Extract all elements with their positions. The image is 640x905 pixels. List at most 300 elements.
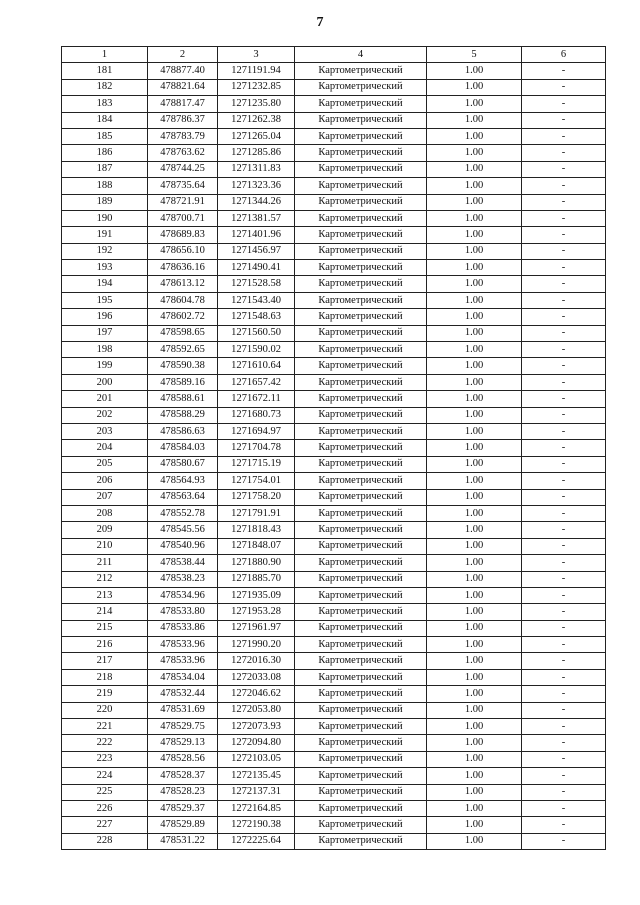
- table-row: [62, 751, 606, 767]
- point-number-cell: 219: [62, 686, 148, 702]
- x-coordinate-cell: 478538.44: [148, 555, 218, 571]
- y-coordinate-cell: 1271715.19: [218, 456, 295, 472]
- table-row: [62, 292, 606, 308]
- x-coordinate-cell: 478533.80: [148, 604, 218, 620]
- table-row: [62, 587, 606, 603]
- note-cell: -: [522, 473, 606, 489]
- table-row: [62, 505, 606, 521]
- table-row: [62, 817, 606, 833]
- y-coordinate-cell: 1271590.02: [218, 342, 295, 358]
- note-cell: -: [522, 342, 606, 358]
- point-number-cell: 192: [62, 243, 148, 259]
- method-cell: Картометрический: [295, 686, 427, 702]
- column-header-6: 6: [522, 47, 606, 63]
- x-coordinate-cell: 478763.62: [148, 145, 218, 161]
- point-number-cell: 204: [62, 440, 148, 456]
- accuracy-cell: 1.00: [427, 210, 522, 226]
- note-cell: -: [522, 227, 606, 243]
- y-coordinate-cell: 1271885.70: [218, 571, 295, 587]
- point-number-cell: 197: [62, 325, 148, 341]
- table-row: [62, 79, 606, 95]
- table-row: [62, 489, 606, 505]
- y-coordinate-cell: 1272137.31: [218, 784, 295, 800]
- x-coordinate-cell: 478598.65: [148, 325, 218, 341]
- accuracy-cell: 1.00: [427, 538, 522, 554]
- x-coordinate-cell: 478584.03: [148, 440, 218, 456]
- point-number-cell: 187: [62, 161, 148, 177]
- point-number-cell: 206: [62, 473, 148, 489]
- accuracy-cell: 1.00: [427, 358, 522, 374]
- accuracy-cell: 1.00: [427, 604, 522, 620]
- table-row: [62, 653, 606, 669]
- x-coordinate-cell: 478528.56: [148, 751, 218, 767]
- y-coordinate-cell: 1271285.86: [218, 145, 295, 161]
- accuracy-cell: 1.00: [427, 768, 522, 784]
- accuracy-cell: 1.00: [427, 276, 522, 292]
- accuracy-cell: 1.00: [427, 522, 522, 538]
- note-cell: -: [522, 686, 606, 702]
- table-row: [62, 128, 606, 144]
- note-cell: -: [522, 194, 606, 210]
- table-row: [62, 194, 606, 210]
- y-coordinate-cell: 1271758.20: [218, 489, 295, 505]
- method-cell: Картометрический: [295, 817, 427, 833]
- note-cell: -: [522, 784, 606, 800]
- column-header-2: 2: [148, 47, 218, 63]
- y-coordinate-cell: 1272094.80: [218, 735, 295, 751]
- y-coordinate-cell: 1271990.20: [218, 637, 295, 653]
- y-coordinate-cell: 1271610.64: [218, 358, 295, 374]
- x-coordinate-cell: 478589.16: [148, 374, 218, 390]
- table-row: [62, 702, 606, 718]
- table-row: [62, 522, 606, 538]
- y-coordinate-cell: 1271548.63: [218, 309, 295, 325]
- method-cell: Картометрический: [295, 342, 427, 358]
- y-coordinate-cell: 1271344.26: [218, 194, 295, 210]
- note-cell: -: [522, 604, 606, 620]
- y-coordinate-cell: 1271935.09: [218, 587, 295, 603]
- note-cell: -: [522, 571, 606, 587]
- table-row: [62, 768, 606, 784]
- table-row: [62, 112, 606, 128]
- accuracy-cell: 1.00: [427, 325, 522, 341]
- table-header-row: [62, 47, 606, 63]
- point-number-cell: 220: [62, 702, 148, 718]
- x-coordinate-cell: 478613.12: [148, 276, 218, 292]
- note-cell: -: [522, 391, 606, 407]
- table-row: [62, 456, 606, 472]
- table-row: [62, 473, 606, 489]
- accuracy-cell: 1.00: [427, 686, 522, 702]
- method-cell: Картометрический: [295, 63, 427, 79]
- x-coordinate-cell: 478528.23: [148, 784, 218, 800]
- point-number-cell: 216: [62, 637, 148, 653]
- x-coordinate-cell: 478700.71: [148, 210, 218, 226]
- table-row: [62, 571, 606, 587]
- table-row: [62, 407, 606, 423]
- table-row: [62, 800, 606, 816]
- x-coordinate-cell: 478529.37: [148, 800, 218, 816]
- x-coordinate-cell: 478533.96: [148, 637, 218, 653]
- y-coordinate-cell: 1271818.43: [218, 522, 295, 538]
- y-coordinate-cell: 1271672.11: [218, 391, 295, 407]
- point-number-cell: 212: [62, 571, 148, 587]
- point-number-cell: 189: [62, 194, 148, 210]
- table-row: [62, 719, 606, 735]
- table-row: [62, 342, 606, 358]
- x-coordinate-cell: 478586.63: [148, 423, 218, 439]
- method-cell: Картометрический: [295, 145, 427, 161]
- table-row: [62, 243, 606, 259]
- method-cell: Картометрический: [295, 423, 427, 439]
- accuracy-cell: 1.00: [427, 571, 522, 587]
- table-row: [62, 833, 606, 849]
- y-coordinate-cell: 1272103.05: [218, 751, 295, 767]
- y-coordinate-cell: 1271680.73: [218, 407, 295, 423]
- note-cell: -: [522, 178, 606, 194]
- point-number-cell: 205: [62, 456, 148, 472]
- method-cell: Картометрический: [295, 456, 427, 472]
- accuracy-cell: 1.00: [427, 309, 522, 325]
- point-number-cell: 182: [62, 79, 148, 95]
- x-coordinate-cell: 478817.47: [148, 96, 218, 112]
- accuracy-cell: 1.00: [427, 292, 522, 308]
- method-cell: Картометрический: [295, 555, 427, 571]
- point-number-cell: 215: [62, 620, 148, 636]
- x-coordinate-cell: 478534.04: [148, 669, 218, 685]
- method-cell: Картометрический: [295, 768, 427, 784]
- table-row: [62, 604, 606, 620]
- accuracy-cell: 1.00: [427, 751, 522, 767]
- accuracy-cell: 1.00: [427, 243, 522, 259]
- accuracy-cell: 1.00: [427, 817, 522, 833]
- method-cell: Картометрический: [295, 112, 427, 128]
- note-cell: -: [522, 374, 606, 390]
- x-coordinate-cell: 478744.25: [148, 161, 218, 177]
- note-cell: -: [522, 79, 606, 95]
- accuracy-cell: 1.00: [427, 145, 522, 161]
- y-coordinate-cell: 1271235.80: [218, 96, 295, 112]
- x-coordinate-cell: 478540.96: [148, 538, 218, 554]
- note-cell: -: [522, 522, 606, 538]
- note-cell: -: [522, 423, 606, 439]
- x-coordinate-cell: 478529.75: [148, 719, 218, 735]
- y-coordinate-cell: 1271490.41: [218, 260, 295, 276]
- point-number-cell: 217: [62, 653, 148, 669]
- point-number-cell: 184: [62, 112, 148, 128]
- x-coordinate-cell: 478602.72: [148, 309, 218, 325]
- table-row: [62, 96, 606, 112]
- point-number-cell: 209: [62, 522, 148, 538]
- accuracy-cell: 1.00: [427, 194, 522, 210]
- x-coordinate-cell: 478656.10: [148, 243, 218, 259]
- table-row: [62, 210, 606, 226]
- point-number-cell: 190: [62, 210, 148, 226]
- y-coordinate-cell: 1271880.90: [218, 555, 295, 571]
- y-coordinate-cell: 1271323.36: [218, 178, 295, 194]
- method-cell: Картометрический: [295, 505, 427, 521]
- accuracy-cell: 1.00: [427, 702, 522, 718]
- accuracy-cell: 1.00: [427, 587, 522, 603]
- x-coordinate-cell: 478533.96: [148, 653, 218, 669]
- x-coordinate-cell: 478531.69: [148, 702, 218, 718]
- table-row: [62, 260, 606, 276]
- accuracy-cell: 1.00: [427, 260, 522, 276]
- method-cell: Картометрический: [295, 751, 427, 767]
- point-number-cell: 210: [62, 538, 148, 554]
- x-coordinate-cell: 478588.61: [148, 391, 218, 407]
- table-row: [62, 637, 606, 653]
- note-cell: -: [522, 63, 606, 79]
- note-cell: -: [522, 669, 606, 685]
- note-cell: -: [522, 276, 606, 292]
- note-cell: -: [522, 702, 606, 718]
- accuracy-cell: 1.00: [427, 128, 522, 144]
- y-coordinate-cell: 1271191.94: [218, 63, 295, 79]
- note-cell: -: [522, 555, 606, 571]
- point-number-cell: 198: [62, 342, 148, 358]
- accuracy-cell: 1.00: [427, 423, 522, 439]
- table-row: [62, 63, 606, 79]
- x-coordinate-cell: 478529.89: [148, 817, 218, 833]
- table-row: [62, 784, 606, 800]
- note-cell: -: [522, 768, 606, 784]
- accuracy-cell: 1.00: [427, 178, 522, 194]
- point-number-cell: 226: [62, 800, 148, 816]
- point-number-cell: 224: [62, 768, 148, 784]
- note-cell: -: [522, 800, 606, 816]
- table-row: [62, 735, 606, 751]
- y-coordinate-cell: 1272190.38: [218, 817, 295, 833]
- y-coordinate-cell: 1271704.78: [218, 440, 295, 456]
- note-cell: -: [522, 538, 606, 554]
- point-number-cell: 185: [62, 128, 148, 144]
- method-cell: Картометрический: [295, 833, 427, 849]
- method-cell: Картометрический: [295, 669, 427, 685]
- method-cell: Картометрический: [295, 702, 427, 718]
- method-cell: Картометрический: [295, 325, 427, 341]
- y-coordinate-cell: 1271754.01: [218, 473, 295, 489]
- coordinates-table: [61, 46, 606, 850]
- table-row: [62, 276, 606, 292]
- method-cell: Картометрический: [295, 374, 427, 390]
- note-cell: -: [522, 309, 606, 325]
- note-cell: -: [522, 637, 606, 653]
- accuracy-cell: 1.00: [427, 63, 522, 79]
- note-cell: -: [522, 96, 606, 112]
- y-coordinate-cell: 1271401.96: [218, 227, 295, 243]
- y-coordinate-cell: 1272135.45: [218, 768, 295, 784]
- accuracy-cell: 1.00: [427, 407, 522, 423]
- table-row: [62, 555, 606, 571]
- method-cell: Картометрический: [295, 719, 427, 735]
- accuracy-cell: 1.00: [427, 784, 522, 800]
- point-number-cell: 227: [62, 817, 148, 833]
- accuracy-cell: 1.00: [427, 833, 522, 849]
- note-cell: -: [522, 325, 606, 341]
- x-coordinate-cell: 478877.40: [148, 63, 218, 79]
- point-number-cell: 214: [62, 604, 148, 620]
- y-coordinate-cell: 1271381.57: [218, 210, 295, 226]
- point-number-cell: 213: [62, 587, 148, 603]
- table-row: [62, 440, 606, 456]
- y-coordinate-cell: 1272225.64: [218, 833, 295, 849]
- table-row: [62, 178, 606, 194]
- method-cell: Картометрический: [295, 309, 427, 325]
- method-cell: Картометрический: [295, 637, 427, 653]
- method-cell: Картометрический: [295, 128, 427, 144]
- x-coordinate-cell: 478689.83: [148, 227, 218, 243]
- x-coordinate-cell: 478563.64: [148, 489, 218, 505]
- point-number-cell: 201: [62, 391, 148, 407]
- method-cell: Картометрический: [295, 194, 427, 210]
- point-number-cell: 196: [62, 309, 148, 325]
- y-coordinate-cell: 1271543.40: [218, 292, 295, 308]
- x-coordinate-cell: 478533.86: [148, 620, 218, 636]
- note-cell: -: [522, 292, 606, 308]
- x-coordinate-cell: 478580.67: [148, 456, 218, 472]
- method-cell: Картометрический: [295, 276, 427, 292]
- table-row: [62, 227, 606, 243]
- y-coordinate-cell: 1271694.97: [218, 423, 295, 439]
- table-row: [62, 538, 606, 554]
- table-row: [62, 423, 606, 439]
- point-number-cell: 199: [62, 358, 148, 374]
- method-cell: Картометрический: [295, 243, 427, 259]
- note-cell: -: [522, 833, 606, 849]
- y-coordinate-cell: 1271456.97: [218, 243, 295, 259]
- method-cell: Картометрический: [295, 587, 427, 603]
- x-coordinate-cell: 478604.78: [148, 292, 218, 308]
- x-coordinate-cell: 478531.22: [148, 833, 218, 849]
- point-number-cell: 195: [62, 292, 148, 308]
- x-coordinate-cell: 478783.79: [148, 128, 218, 144]
- method-cell: Картометрический: [295, 260, 427, 276]
- column-header-5: 5: [427, 47, 522, 63]
- point-number-cell: 221: [62, 719, 148, 735]
- method-cell: Картометрический: [295, 96, 427, 112]
- table-row: [62, 686, 606, 702]
- point-number-cell: 223: [62, 751, 148, 767]
- table-row: [62, 374, 606, 390]
- note-cell: -: [522, 751, 606, 767]
- accuracy-cell: 1.00: [427, 555, 522, 571]
- x-coordinate-cell: 478721.91: [148, 194, 218, 210]
- point-number-cell: 181: [62, 63, 148, 79]
- note-cell: -: [522, 817, 606, 833]
- accuracy-cell: 1.00: [427, 505, 522, 521]
- accuracy-cell: 1.00: [427, 719, 522, 735]
- y-coordinate-cell: 1271953.28: [218, 604, 295, 620]
- x-coordinate-cell: 478534.96: [148, 587, 218, 603]
- accuracy-cell: 1.00: [427, 473, 522, 489]
- x-coordinate-cell: 478552.78: [148, 505, 218, 521]
- accuracy-cell: 1.00: [427, 96, 522, 112]
- x-coordinate-cell: 478592.65: [148, 342, 218, 358]
- point-number-cell: 186: [62, 145, 148, 161]
- y-coordinate-cell: 1272016.30: [218, 653, 295, 669]
- note-cell: -: [522, 440, 606, 456]
- x-coordinate-cell: 478590.38: [148, 358, 218, 374]
- x-coordinate-cell: 478529.13: [148, 735, 218, 751]
- note-cell: -: [522, 735, 606, 751]
- point-number-cell: 193: [62, 260, 148, 276]
- point-number-cell: 194: [62, 276, 148, 292]
- accuracy-cell: 1.00: [427, 391, 522, 407]
- method-cell: Картометрический: [295, 358, 427, 374]
- method-cell: Картометрический: [295, 440, 427, 456]
- note-cell: -: [522, 358, 606, 374]
- note-cell: -: [522, 620, 606, 636]
- y-coordinate-cell: 1272046.62: [218, 686, 295, 702]
- accuracy-cell: 1.00: [427, 227, 522, 243]
- point-number-cell: 202: [62, 407, 148, 423]
- y-coordinate-cell: 1271560.50: [218, 325, 295, 341]
- method-cell: Картометрический: [295, 784, 427, 800]
- x-coordinate-cell: 478538.23: [148, 571, 218, 587]
- method-cell: Картометрический: [295, 79, 427, 95]
- note-cell: -: [522, 719, 606, 735]
- point-number-cell: 203: [62, 423, 148, 439]
- note-cell: -: [522, 161, 606, 177]
- table-row: [62, 620, 606, 636]
- y-coordinate-cell: 1272053.80: [218, 702, 295, 718]
- note-cell: -: [522, 489, 606, 505]
- accuracy-cell: 1.00: [427, 374, 522, 390]
- point-number-cell: 208: [62, 505, 148, 521]
- point-number-cell: 188: [62, 178, 148, 194]
- method-cell: Картометрический: [295, 407, 427, 423]
- x-coordinate-cell: 478528.37: [148, 768, 218, 784]
- table-body: [62, 63, 606, 850]
- accuracy-cell: 1.00: [427, 79, 522, 95]
- y-coordinate-cell: 1272033.08: [218, 669, 295, 685]
- x-coordinate-cell: 478821.64: [148, 79, 218, 95]
- accuracy-cell: 1.00: [427, 800, 522, 816]
- point-number-cell: 191: [62, 227, 148, 243]
- method-cell: Картометрический: [295, 489, 427, 505]
- column-header-3: 3: [218, 47, 295, 63]
- point-number-cell: 228: [62, 833, 148, 849]
- note-cell: -: [522, 128, 606, 144]
- column-header-1: 1: [62, 47, 148, 63]
- accuracy-cell: 1.00: [427, 653, 522, 669]
- y-coordinate-cell: 1272164.85: [218, 800, 295, 816]
- accuracy-cell: 1.00: [427, 456, 522, 472]
- method-cell: Картометрический: [295, 227, 427, 243]
- method-cell: Картометрический: [295, 522, 427, 538]
- y-coordinate-cell: 1271528.58: [218, 276, 295, 292]
- column-header-4: 4: [295, 47, 427, 63]
- x-coordinate-cell: 478786.37: [148, 112, 218, 128]
- y-coordinate-cell: 1271262.38: [218, 112, 295, 128]
- table-row: [62, 325, 606, 341]
- y-coordinate-cell: 1271265.04: [218, 128, 295, 144]
- note-cell: -: [522, 505, 606, 521]
- method-cell: Картометрический: [295, 473, 427, 489]
- x-coordinate-cell: 478564.93: [148, 473, 218, 489]
- method-cell: Картометрический: [295, 210, 427, 226]
- y-coordinate-cell: 1271961.97: [218, 620, 295, 636]
- y-coordinate-cell: 1271311.83: [218, 161, 295, 177]
- accuracy-cell: 1.00: [427, 112, 522, 128]
- note-cell: -: [522, 260, 606, 276]
- method-cell: Картометрический: [295, 538, 427, 554]
- method-cell: Картометрический: [295, 604, 427, 620]
- method-cell: Картометрический: [295, 292, 427, 308]
- point-number-cell: 183: [62, 96, 148, 112]
- note-cell: -: [522, 210, 606, 226]
